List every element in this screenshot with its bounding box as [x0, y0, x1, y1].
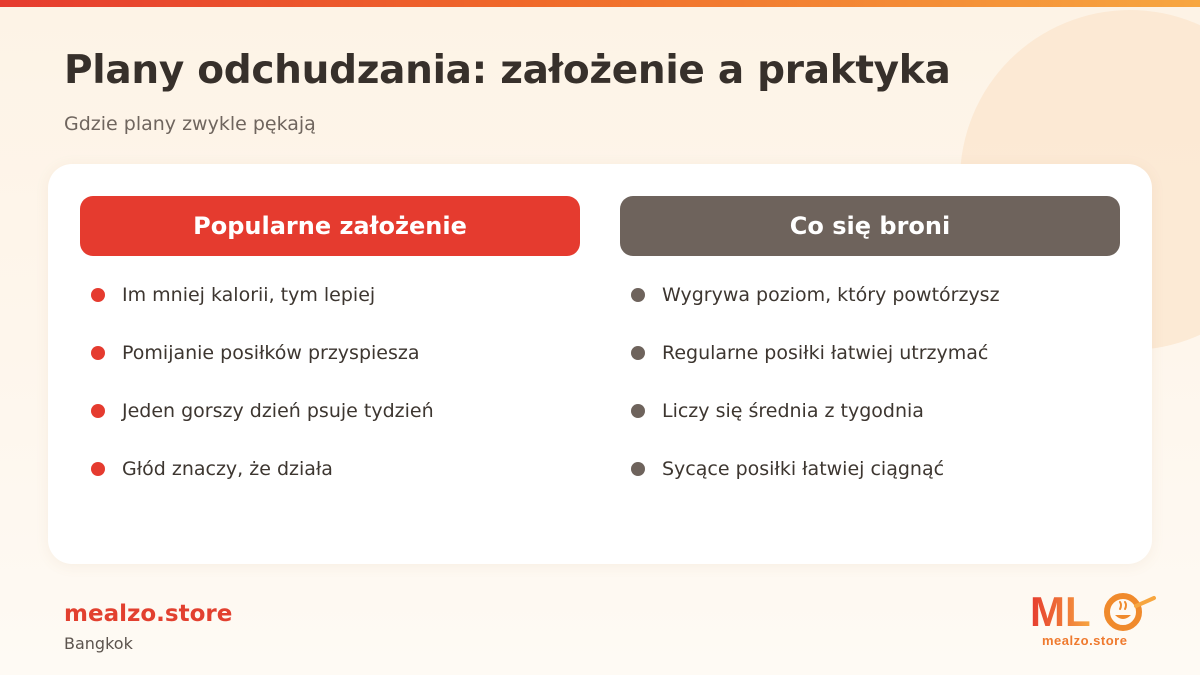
bullet-dot-icon: [91, 404, 105, 418]
list-item: [620, 284, 1120, 342]
list-item-text: Liczy się średnia z tygodnia: [662, 400, 924, 422]
bullet-dot-icon: [91, 288, 105, 302]
comparison-card: [48, 164, 1152, 564]
list-item: [80, 400, 580, 458]
practice-list: [620, 284, 1120, 516]
bullet-dot-icon: [631, 404, 645, 418]
brand-logo: [1030, 588, 1160, 650]
assumption-list: [80, 284, 580, 516]
top-accent-bar: [0, 0, 1200, 7]
list-item-text: Sycące posiłki łatwiej ciągnąć: [662, 458, 945, 480]
list-item: [620, 342, 1120, 400]
list-item-text: Pomijanie posiłków przyspiesza: [122, 342, 420, 364]
list-item-text: Im mniej kalorii, tym lepiej: [122, 284, 376, 306]
list-item-text: Jeden gorszy dzień psuje tydzień: [122, 400, 434, 422]
page-title: Plany odchudzania: założenie a praktyka: [64, 48, 951, 93]
list-item-text: Regularne posiłki łatwiej utrzymać: [662, 342, 989, 364]
bullet-dot-icon: [91, 346, 105, 360]
practice-column: [620, 196, 1120, 516]
list-item: [620, 400, 1120, 458]
assumption-column: [80, 196, 580, 516]
list-item: [80, 458, 580, 516]
bullet-dot-icon: [631, 288, 645, 302]
bullet-dot-icon: [631, 346, 645, 360]
steaming-bowl-icon: [1107, 596, 1154, 628]
footer-brand: mealzo.store: [64, 601, 233, 627]
list-item: [620, 458, 1120, 516]
logo-letters: ML: [1030, 588, 1091, 635]
bullet-dot-icon: [91, 462, 105, 476]
bullet-dot-icon: [631, 462, 645, 476]
list-item: [80, 284, 580, 342]
footer-location: Bangkok: [64, 634, 133, 653]
list-item-text: Wygrywa poziom, który powtórzysz: [662, 284, 1000, 306]
assumption-header: Popularne założenie: [80, 196, 580, 256]
list-item-text: Głód znaczy, że działa: [122, 458, 333, 480]
logo-caption: mealzo.store: [1042, 633, 1128, 648]
page-subtitle: Gdzie plany zwykle pękają: [64, 113, 316, 135]
practice-header: Co się broni: [620, 196, 1120, 256]
list-item: [80, 342, 580, 400]
